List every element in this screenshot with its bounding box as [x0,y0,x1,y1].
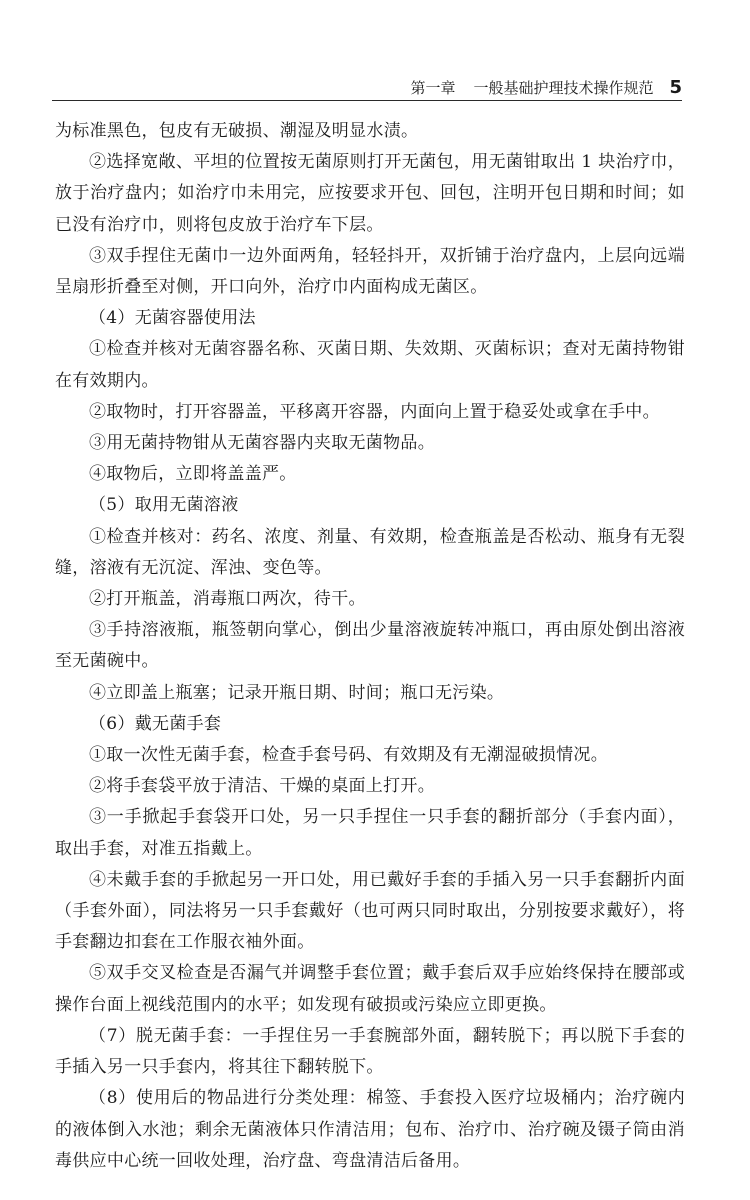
paragraph: （7）脱无菌手套：一手捏住另一手套腕部外面，翻转脱下；再以脱下手套的手插入另一只手套内，将其往下翻转脱下。 [55,1025,685,1078]
running-header [410,72,682,98]
paragraph: ②取物时，打开容器盖，平移离开容器，内面向上置于稳妥处或拿在手中。 [89,401,660,422]
paragraph: ③一手掀起手套袋开口处，另一只手捏住一只手套的翻折部分（手套内面），取出手套，对准五指戴上。 [55,807,685,859]
section-heading: （4）无菌容器使用法 [89,308,256,329]
paragraph: ④未戴手套的手掀起另一开口处，用已戴好手套的手插入另一只手套翻折内面（手套外面），同法将另一只手套戴好（也可两只同时取出，分别按要求戴好），将手套翻边扣套在工作服衣袖外面。 [55,869,685,953]
paragraph: ③用无菌持物钳从无菌容器内夹取无菌物品。 [89,433,435,454]
paragraph: ⑤双手交叉检查是否漏气并调整手套位置；戴手套后双手应始终保持在腰部或操作台面上视线范围内的水平；如发现有破损或污染应立即更换。 [55,963,685,1015]
paragraph: ④取物后，立即将盖盖严。 [89,464,297,485]
paragraph: ③双手捏住无菌巾一边外面两角，轻轻抖开，双折铺于治疗盘内，上层向远端呈扇形折叠至对侧，开口向外，治疗巾内面构成无菌区。 [55,245,685,298]
paragraph: ③手持溶液瓶，瓶签朝向掌心，倒出少量溶液旋转冲瓶口，再由原处倒出溶液至无菌碗中。 [55,620,685,672]
paragraph: ②选择宽敞、平坦的位置按无菌原则打开无菌包，用无菌钳取出 1 块治疗巾，放于治疗盘内；如治疗巾未用完，应按要求开包、回包，注明开包日期和时间；如已没有治疗巾，则将包皮放于治疗车下层。 [55,152,685,235]
paragraph: （8）使用后的物品进行分类处理：棉签、手套投入医疗垃圾桶内；治疗碗内的液体倒入水池；剩余无菌液体只作清洁用；包布、治疗巾、治疗碗及镊子筒由消毒供应中心统一回收处理，治疗盘、弯盘清洁后备用。 [55,1088,685,1171]
paragraph: ②将手套袋平放于清洁、干燥的桌面上打开。 [89,776,435,797]
header-rule [52,100,682,101]
body-text [55,116,685,1177]
page-number: 5 [669,77,682,98]
paragraph: ①检查并核对：药名、浓度、剂量、有效期，检查瓶盖是否松动、瓶身有无裂缝，溶液有无沉淀、浑浊、变色等。 [55,526,685,578]
chapter-label: 第一章 [410,79,456,97]
section-heading: （5）取用无菌溶液 [89,495,239,516]
paragraph: ①取一次性无菌手套，检查手套号码、有效期及有无潮湿破损情况。 [89,745,608,766]
paragraph: ①检查并核对无菌容器名称、灭菌日期、失效期、灭菌标识；查对无菌持物钳在有效期内。 [55,339,685,391]
chapter-title: 一般基础护理技术操作规范 [473,79,654,97]
paragraph-continuation: 为标准黑色，包皮有无破损、潮湿及明显水渍。 [55,121,419,141]
paragraph: ②打开瓶盖，消毒瓶口两次，待干。 [89,589,366,610]
paragraph: ④立即盖上瓶塞；记录开瓶日期、时间；瓶口无污染。 [89,682,505,703]
section-heading: （6）戴无菌手套 [89,713,222,734]
